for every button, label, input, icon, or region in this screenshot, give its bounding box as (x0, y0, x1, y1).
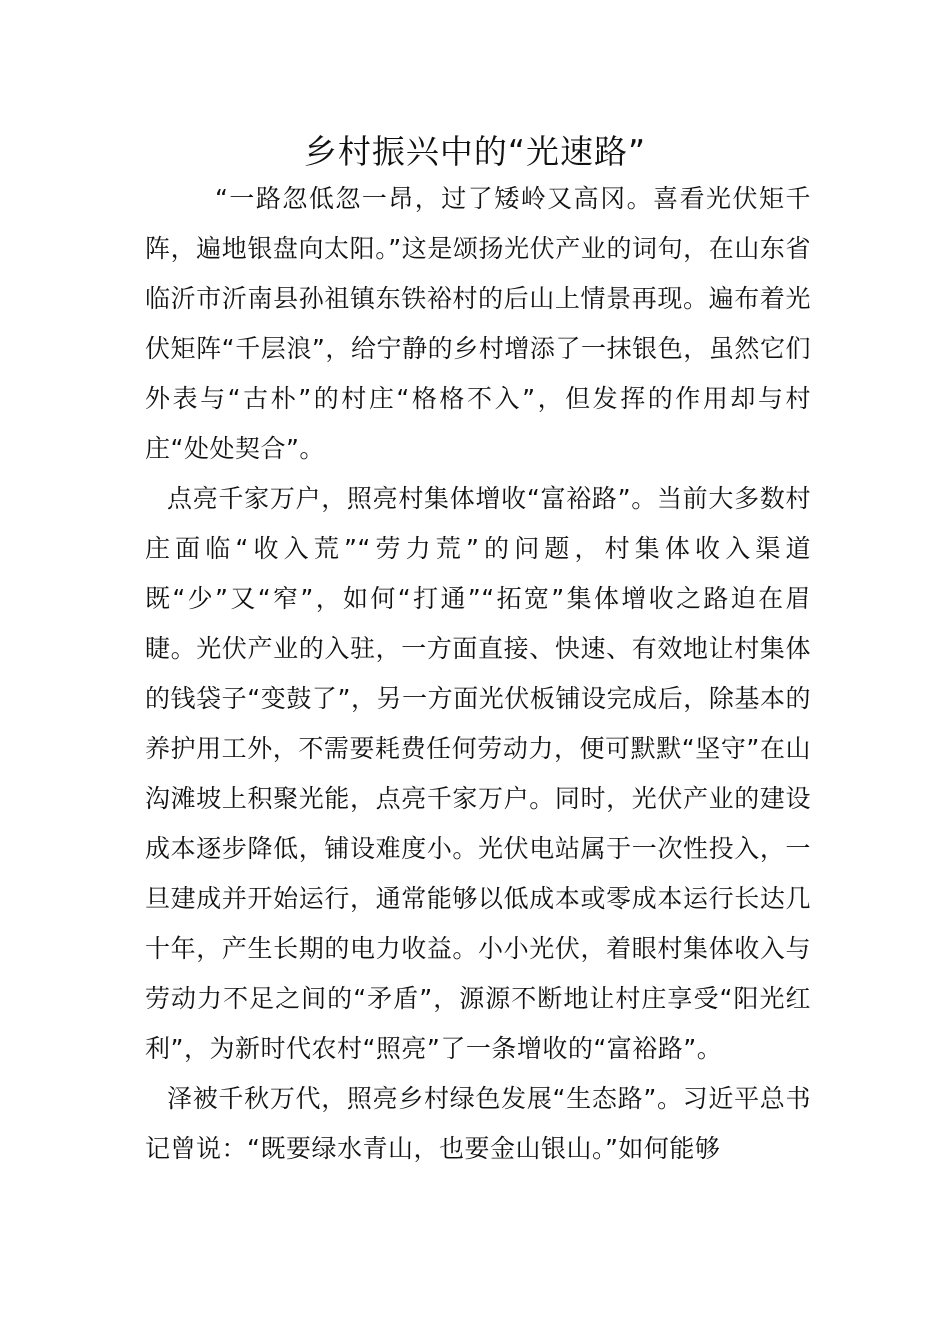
paragraph-3: 泽被千秋万代，照亮乡村绿色发展“生态路”。习近平总书记曾说：“既要绿水青山，也要金山银山。”如何能够 (145, 1084, 811, 1163)
paragraph-1: “一路忽低忽一昂，过了矮岭又高冈。喜看光伏矩千阵，遍地银盘向太阳。”这是颂扬光伏产业的词句，在山东省临沂市沂南县孙祖镇东铁裕村的后山上情景再现。遍布着光伏矩阵“千层浪”，给宁静的乡村增添了一抹银色，虽然它们外表与“古朴”的村庄“格格不入”，但发挥的作用却与村庄“处处契合”。 (145, 184, 811, 463)
document-body (145, 174, 811, 1174)
paragraph-2: 点亮千家万户，照亮村集体增收“富裕路”。当前大多数村庄面临“收入荒”“劳力荒”的问题，村集体收入渠道既“少”又“窄”，如何“打通”“拓宽”集体增收之路迫在眉睫。光伏产业的入驻，一方面直接、快速、有效地让村集体的钱袋子“变鼓了”，另一方面光伏板铺设完成后，除基本的养护用工外，不需要耗费任何劳动力，便可默默“坚守”在山沟滩坡上积聚光能，点亮千家万户。同时，光伏产业的建设成本逐步降低，铺设难度小。光伏电站属于一次性投入，一旦建成并开始运行，通常能够以低成本或零成本运行长达几十年，产生长期的电力收益。小小光伏，着眼村集体收入与劳动力不足之间的“矛盾”，源源不断地让村庄享受“阳光红利”，为新时代农村“照亮”了一条增收的“富裕路”。 (145, 484, 811, 1063)
document-title: 乡村振兴中的“光速路” (303, 132, 647, 171)
